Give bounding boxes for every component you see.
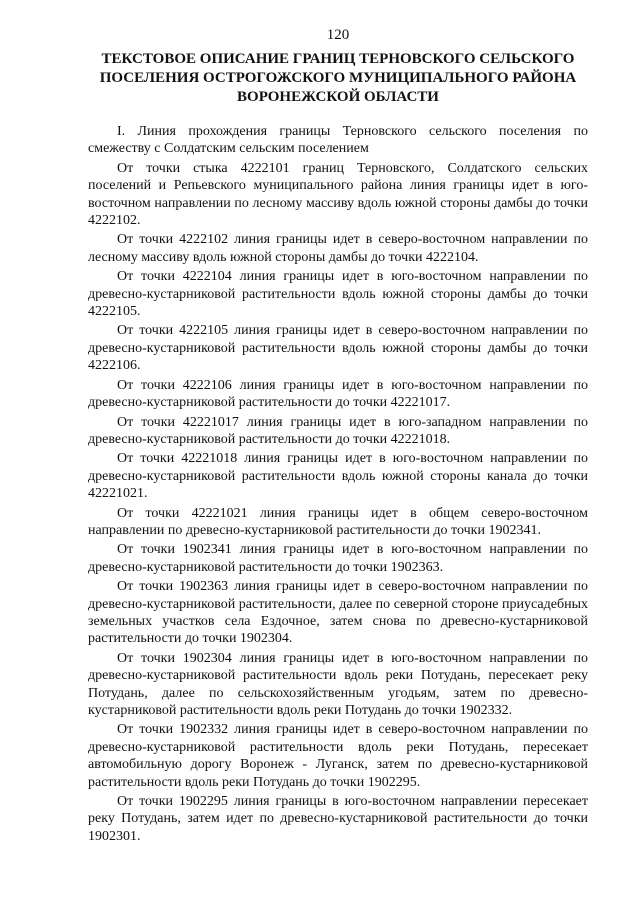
title-line-1: ТЕКСТОВОЕ ОПИСАНИЕ ГРАНИЦ ТЕРНОВСКОГО СЕЛЬСКОГО xyxy=(101,51,575,67)
paragraph: От точки 4222106 линия границы идет в юго-восточном направлении по древесно-кустарниковой растительности до точки 42221017. xyxy=(88,377,588,411)
paragraph: От точки 1902295 линия границы в юго-восточном направлении пересекает реку Потудань, затем идет по древесно-кустарниковой растительности до точки 1902301. xyxy=(88,794,588,844)
paragraph: От точки 1902363 линия границы идет в северо-восточном направлении по древесно-кустарниковой растительности, далее по северной стороне приусадебных земельных участков села Ездочное, затем снова по древесно-кустарниковой растительности до точки 1902304. xyxy=(88,579,588,647)
paragraph: От точки 42221021 линия границы идет в общем северо-восточном направлении по древесно-кустарниковой растительности до точки 1902341. xyxy=(88,505,588,538)
paragraph: От точки 1902341 линия границы идет в юго-восточном направлении по древесно-кустарниковой растительности до точки 1902363. xyxy=(88,542,588,575)
document-page xyxy=(88,26,588,847)
document-title xyxy=(88,50,588,107)
document-body xyxy=(88,123,588,845)
paragraph: От точки 42221017 линия границы идет в юго-западном направлении по древесно-кустарниковой растительности до точки 42221018. xyxy=(88,414,588,447)
page-number: 120 xyxy=(326,27,350,43)
paragraph: От точки 42221018 линия границы идет в юго-восточном направлении по древесно-кустарниковой растительности вдоль южной стороны канала до точки 42221021. xyxy=(88,451,588,502)
paragraph: От точки 4222102 линия границы идет в северо-восточном направлении по лесному массиву вдоль южной стороны дамбы до точки 4222104. xyxy=(88,232,588,265)
title-line-2: ПОСЕЛЕНИЯ ОСТРОГОЖСКОГО МУНИЦИПАЛЬНОГО РАЙОНА xyxy=(99,70,577,86)
paragraph: От точки 4222104 линия границы идет в юго-восточном направлении по древесно-кустарниковой растительности вдоль южной стороны дамбы до точки 4222105. xyxy=(88,269,588,320)
paragraph: От точки 4222105 линия границы идет в северо-восточном направлении по древесно-кустарниковой растительности вдоль южной стороны дамбы до точки 4222106. xyxy=(88,323,588,374)
title-line-3: ВОРОНЕЖСКОЙ ОБЛАСТИ xyxy=(237,89,439,105)
paragraph: От точки 1902332 линия границы идет в северо-восточном направлении по древесно-кустарниковой растительности вдоль реки Потудань, пересекает автомобильную дорогу Воронеж - Луганск, затем по древесно-кустарниковой растительности вдоль реки Потудань до точки 1902295. xyxy=(88,722,588,790)
section-heading: I. Линия прохождения границы Терновского сельского поселения по смежеству с Солдатским сельским поселением xyxy=(88,124,588,157)
paragraph: От точки стыка 4222101 границ Терновского, Солдатского сельских поселений и Репьевского муниципального района линия границы идет в юго-восточном направлении по лесному массиву вдоль южной стороны дамбы до точки 4222102. xyxy=(88,160,588,229)
paragraph: От точки 1902304 линия границы идет в юго-восточном направлении по древесно-кустарниковой растительности вдоль реки Потудань, пересекает реку Потудань, далее по сельскохозяйственным угодьям, затем по древесно-кустарниковой растительности вдоль реки Потудань до точки 1902332. xyxy=(88,650,588,718)
